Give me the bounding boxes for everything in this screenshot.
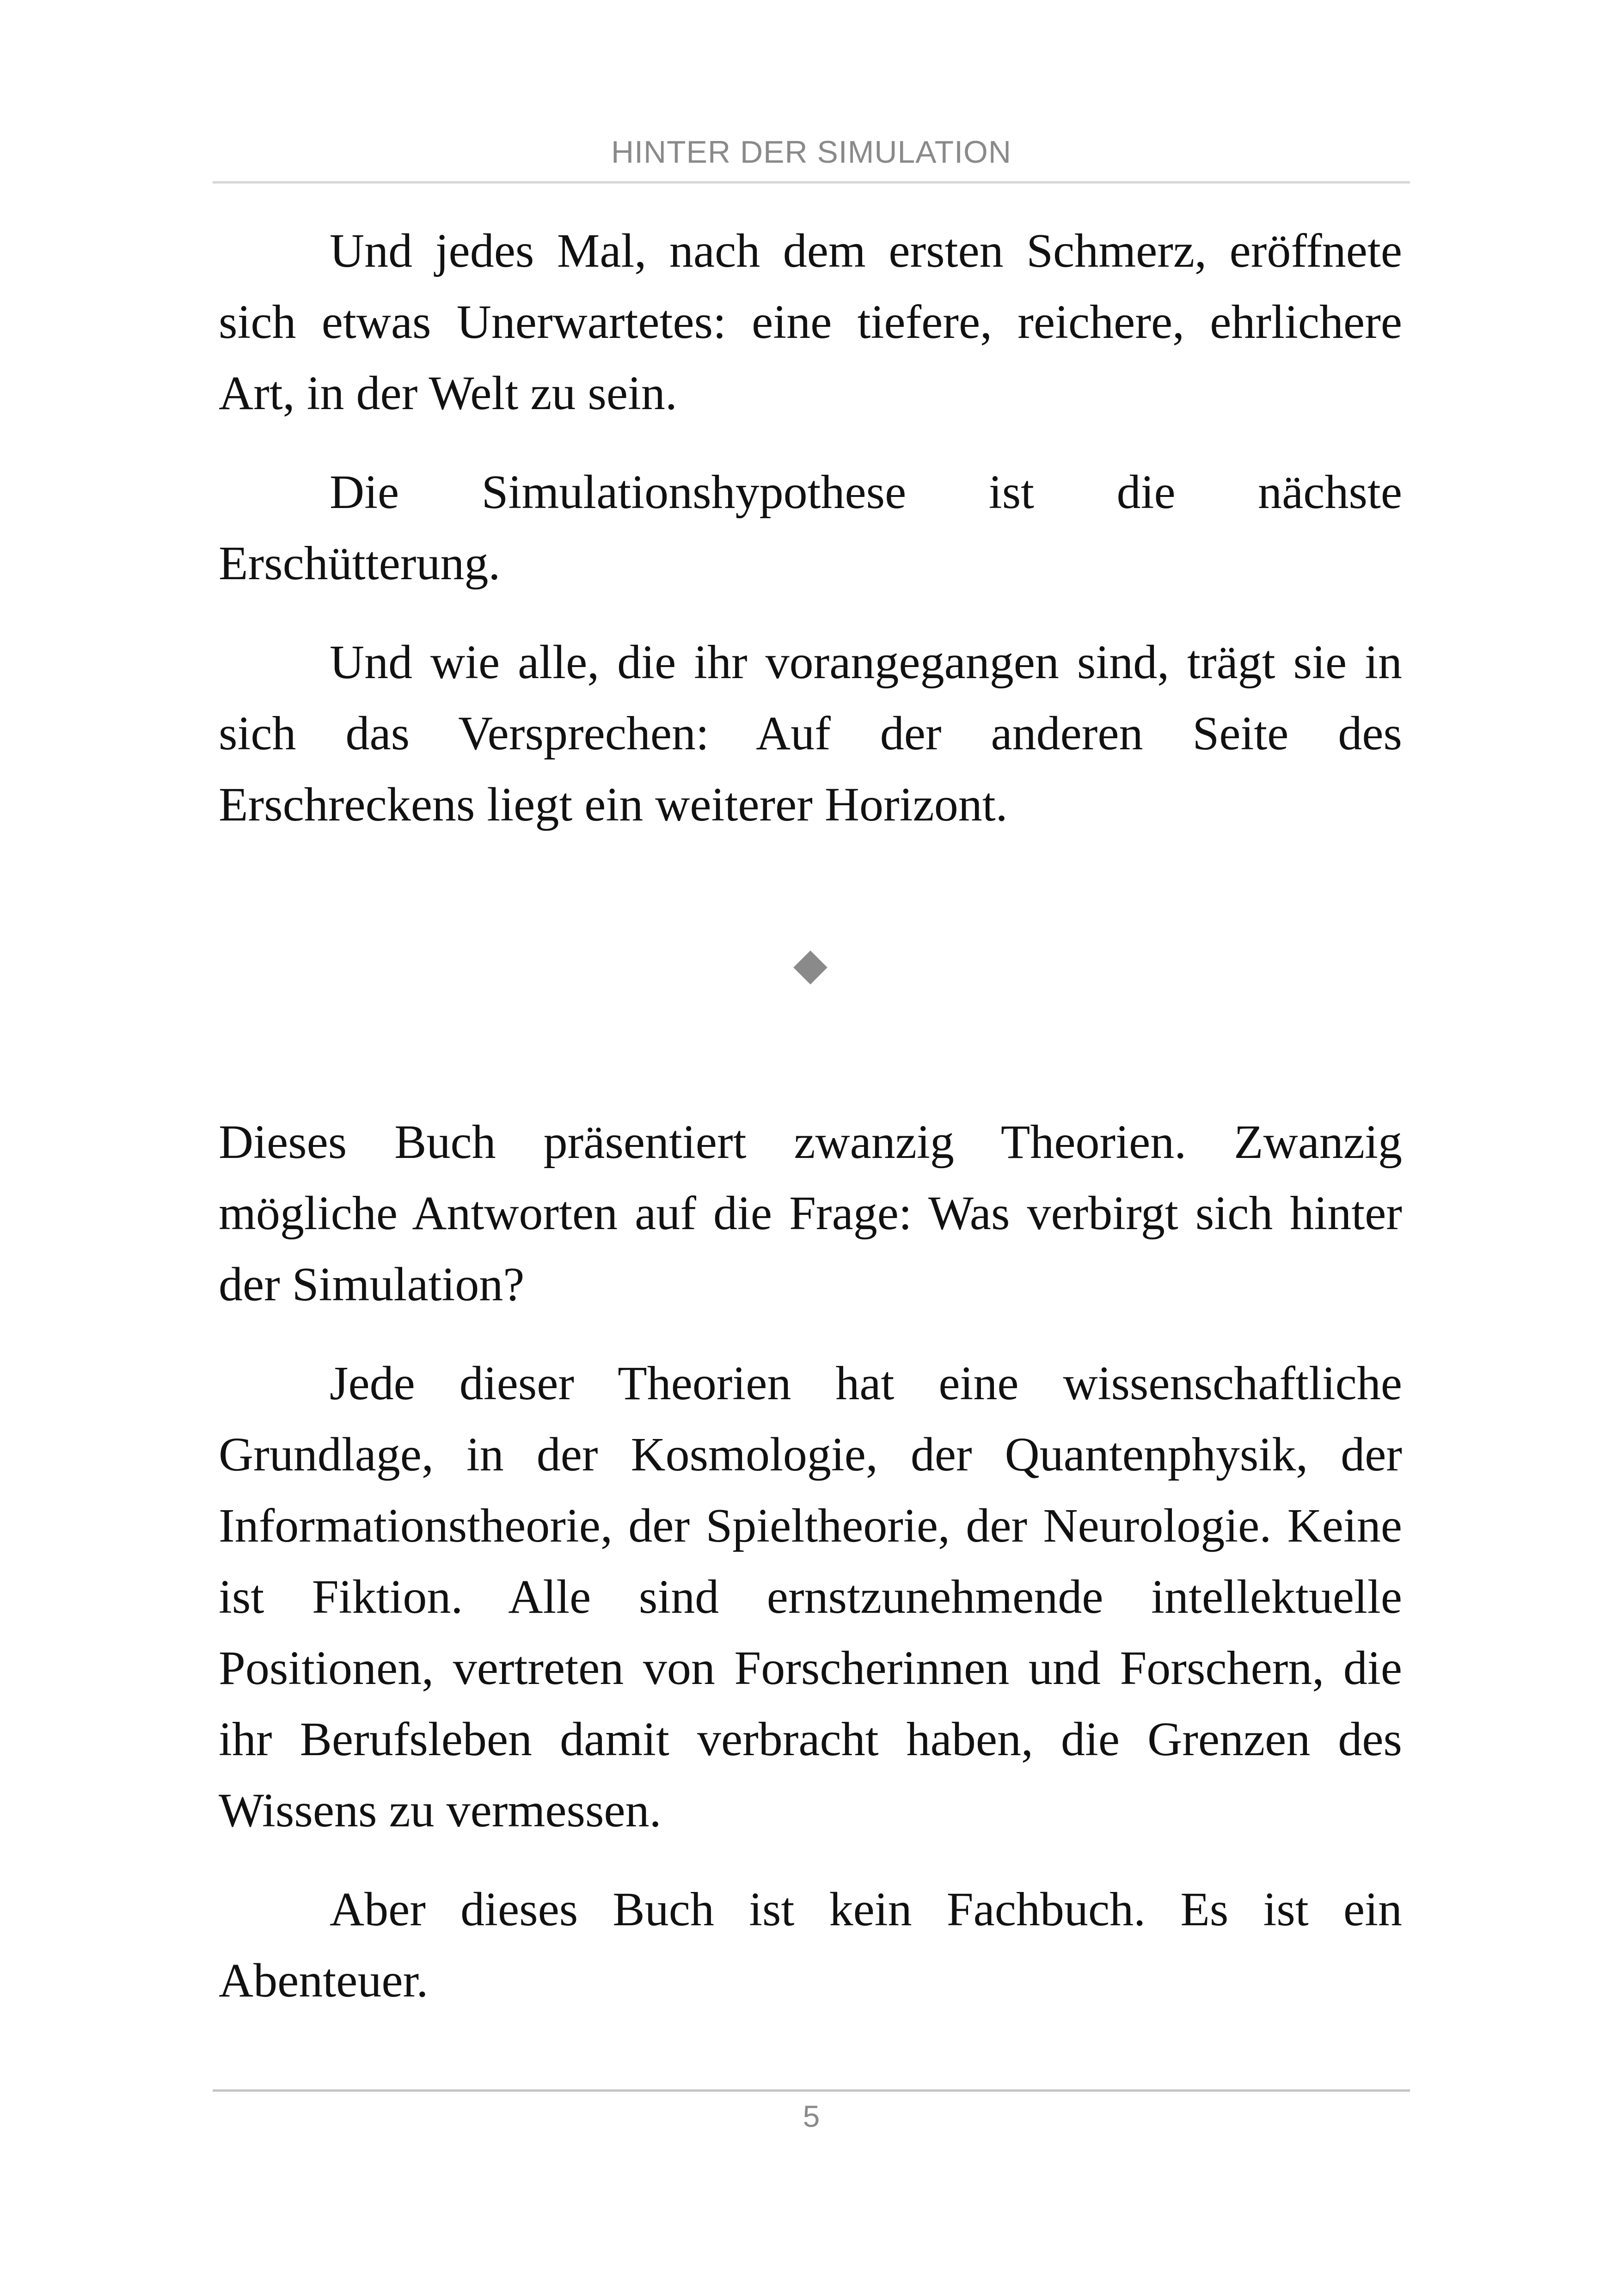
- footer-rule: [213, 2089, 1410, 2092]
- paragraph: Aber dieses Buch ist kein Fachbuch. Es ist ein Abenteuer.: [219, 1883, 1402, 2007]
- paragraph: Dieses Buch präsentiert zwanzig Theorien. Zwanzig mögliche Antworten auf die Frage: Was verbirgt sich hinter der Simulation?: [219, 1115, 1402, 1311]
- body-text: [219, 215, 1402, 2044]
- paragraph: Jede dieser Theorien hat eine wissenschaftliche Grundlage, in der Kosmologie, der Quantenphysik, der Informationstheorie, der Spieltheorie, der Neurologie. Keine ist Fiktion. Alle sind ernstzunehmende intellektuelle Positionen, vertreten von Forscherinnen und Forschern, die ihr Berufsleben damit verbracht haben, die Grenzen des Wissens zu vermessen.: [219, 1357, 1402, 1837]
- paragraph: Und jedes Mal, nach dem ersten Schmerz, eröffnete sich etwas Unerwartetes: eine tiefere, reichere, ehrlichere Art, in der Welt zu sein.: [219, 224, 1402, 420]
- paragraph: Die Simulationshypothese ist die nächste Erschütterung.: [219, 465, 1402, 590]
- diamond-icon: [793, 950, 827, 985]
- header-rule: [213, 181, 1410, 184]
- section-separator: [219, 919, 1402, 1016]
- running-header: HINTER DER SIMULATION: [611, 135, 1012, 170]
- page-number: 5: [803, 2099, 820, 2133]
- paragraph: Und wie alle, die ihr vorangegangen sind, trägt sie in sich das Versprechen: Auf der anderen Seite des Erschreckens liegt ein weiterer Horizont.: [219, 636, 1402, 831]
